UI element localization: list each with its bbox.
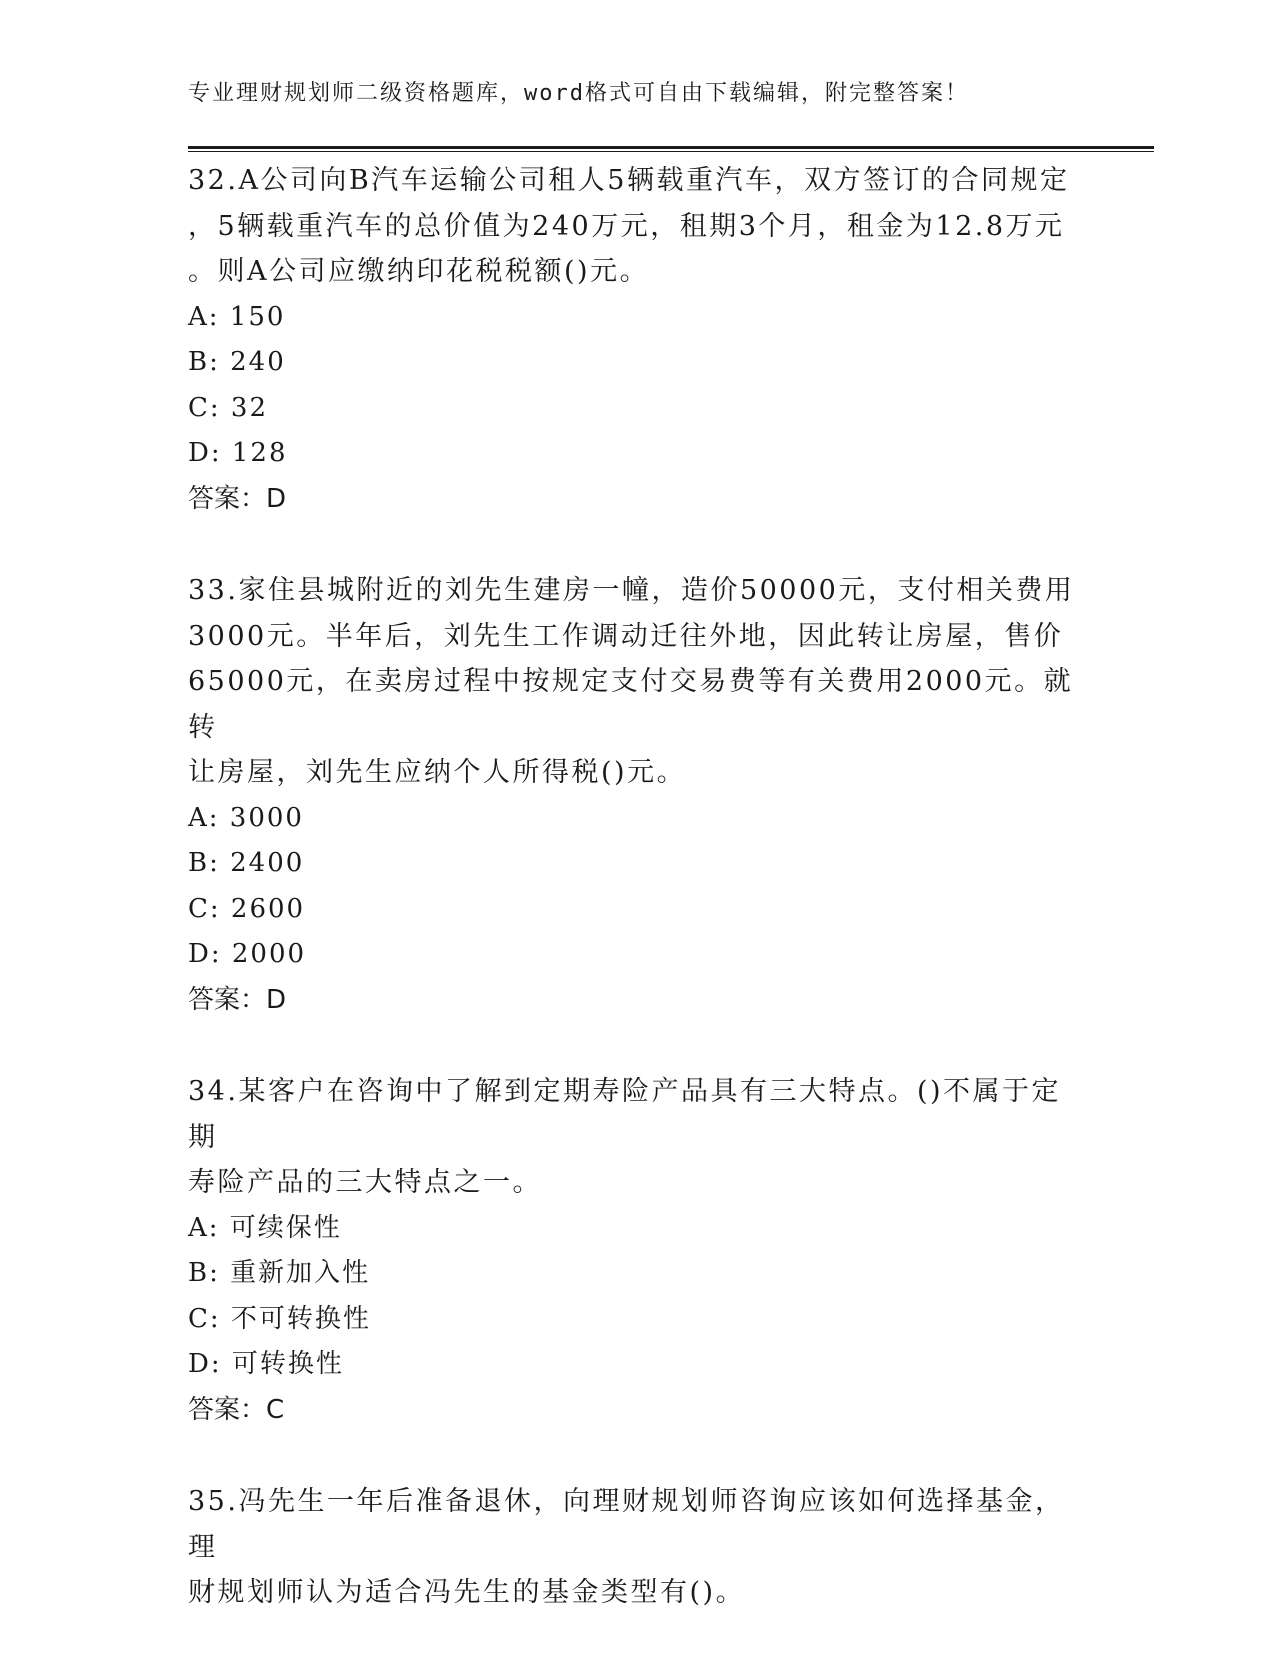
question-stem-line: 让房屋，刘先生应纳个人所得税()元。: [188, 757, 687, 788]
question-stem-line: 寿险产品的三大特点之一。: [188, 1167, 542, 1198]
option-c: C: 2600: [188, 893, 306, 924]
question-stem-line: 33.家住县城附近的刘先生建房一幢，造价50000元，支付相关费用: [188, 575, 1075, 606]
question-34: [188, 1069, 1088, 1433]
option-d: D: 2000: [188, 939, 307, 969]
header-divider-thin: [188, 151, 1154, 152]
option-b: B: 2400: [188, 848, 305, 878]
question-stem-line: ，5辆载重汽车的总价值为240万元，租期3个月，租金为12.8万元: [188, 210, 1065, 242]
question-35: [188, 1479, 1088, 1616]
answer: 答案：D: [188, 483, 287, 514]
question-stem-line: 65000元，在卖房过程中按规定支付交易费等有关费用2000元。就转: [188, 666, 1074, 743]
option-a: A: 150: [188, 301, 286, 332]
answer: 答案：C: [188, 1394, 285, 1425]
header-divider-thick: [188, 146, 1154, 149]
page-header: 专业理财规划师二级资格题库，word格式可自由下载编辑，附完整答案！: [188, 81, 969, 106]
question-stem-line: 35.冯先生一年后准备退休，向理财规划师咨询应该如何选择基金，理: [188, 1486, 1065, 1563]
option-c: C: 32: [188, 392, 269, 423]
option-d: D: 128: [188, 438, 288, 468]
option-d: D: 可转换性: [188, 1349, 344, 1379]
question-stem-line: 。则A公司应缴纳印花税税额()元。: [188, 256, 650, 287]
option-a: A: 可续保性: [188, 1212, 342, 1243]
question-33: [188, 568, 1088, 1023]
option-b: B: 重新加入性: [188, 1258, 371, 1288]
option-b: B: 240: [188, 347, 286, 377]
question-stem-line: 34.某客户在咨询中了解到定期寿险产品具有三大特点。()不属于定期: [188, 1076, 1062, 1153]
question-list: [188, 158, 1088, 1662]
option-c: C: 不可转换性: [188, 1303, 371, 1334]
option-a: A: 3000: [188, 802, 304, 833]
question-32: [188, 158, 1088, 522]
question-stem-line: 3000元。半年后，刘先生工作调动迁往外地，因此转让房屋，售价: [188, 620, 1064, 652]
answer: 答案：D: [188, 984, 287, 1015]
question-stem-line: 财规划师认为适合冯先生的基金类型有()。: [188, 1577, 746, 1608]
question-stem-line: 32.A公司向B汽车运输公司租人5辆载重汽车，双方签订的合同规定: [188, 165, 1070, 196]
